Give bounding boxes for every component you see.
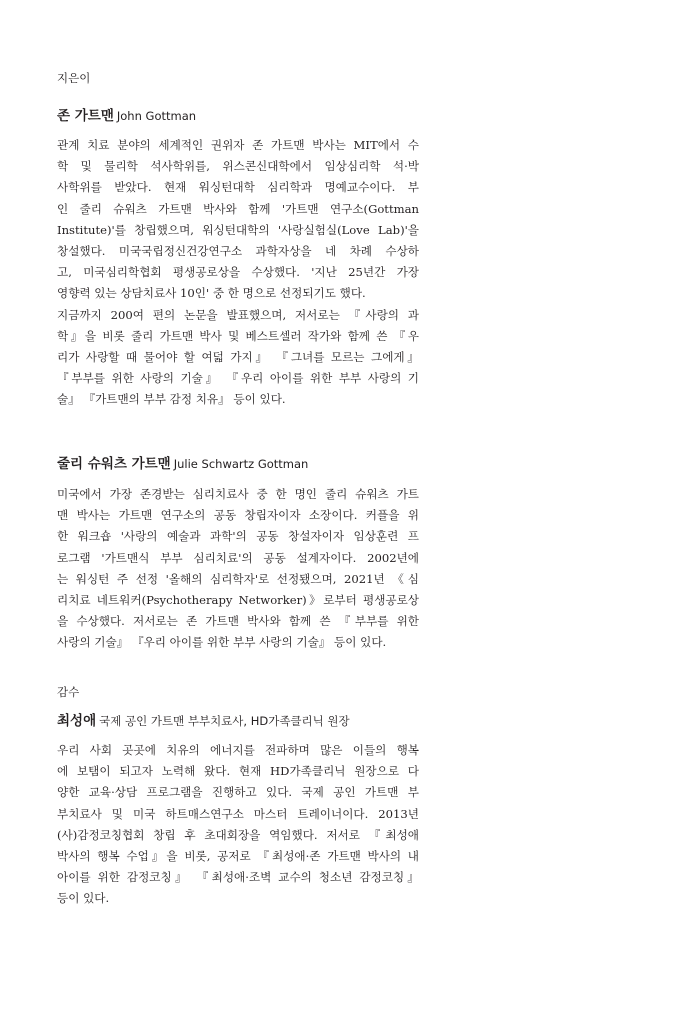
julie-gottman-heading xyxy=(57,452,308,472)
bio-line: 아이를 위한 감정코칭』 『최성애·조벽 교수의 청소년 감정코칭』 xyxy=(57,870,419,885)
bio-line: 리가 사랑할 때 물어야 할 여덟 가지』 『그녀를 모르는 그에게』 xyxy=(57,350,419,365)
bio-line: 지금까지 200여 편의 논문을 발표했으며, 저서로는 『사랑의 과 xyxy=(57,307,419,322)
julie-bio xyxy=(57,484,419,654)
julie-name-korean: 줄리 슈워츠 가트맨 xyxy=(57,456,171,472)
choi-heading xyxy=(57,709,350,729)
bio-line: 『부부를 위한 사랑의 기술』 『우리 아이를 위한 부부 사랑의 기 xyxy=(57,371,419,386)
bio-line: 로그램 '가트맨식 부부 심리치료'의 공동 설계자이다. 2002년에 xyxy=(57,550,419,565)
bio-line: 고, 미국심리학협회 평생공로상을 수상했다. '지난 25년간 가장 xyxy=(57,265,419,280)
bio-line: 양한 교육·상담 프로그램을 진행하고 있다. 국제 공인 가트맨 부 xyxy=(57,785,419,800)
bio-line: 미국에서 가장 존경받는 심리치료사 중 한 명인 줄리 슈워츠 가트 xyxy=(57,487,419,501)
bio-line: 는 워싱턴 주 선정 '올해의 심리학자'로 선정됐으며, 2021년 《심 xyxy=(57,571,419,586)
choi-bio xyxy=(57,740,419,910)
bio-line: 우리 사회 곳곳에 치유의 에너지를 전파하며 많은 이들의 행복 xyxy=(57,743,419,757)
choi-title: 국제 공인 가트맨 부부치료사, HD가족클리닉 원장 xyxy=(99,714,350,728)
bio-line: 맨 박사는 가트맨 연구소의 공동 창립자이자 소장이다. 커플을 위 xyxy=(57,508,419,523)
julie-name-english: Julie Schwartz Gottman xyxy=(173,457,309,471)
supervisor-section-label: 감수 xyxy=(57,685,80,699)
john-gottman-heading xyxy=(57,104,196,124)
author-section-label: 지은이 xyxy=(57,71,91,85)
bio-line: 인 줄리 슈워츠 가트맨 박사와 함께 '가트맨 연구소(Gottman xyxy=(57,201,419,216)
bio-line: 사랑의 기술』 『우리 아이를 위한 부부 사랑의 기술』 등이 있다. xyxy=(57,635,387,650)
bio-line: 창설했다. 미국국립정신건강연구소 과학자상을 네 차례 수상하 xyxy=(57,244,419,259)
bio-line: 리치료 네트워커(Psychotherapy Networker)》로부터 평생공로상 xyxy=(57,593,419,608)
bio-line: Institute)'를 창립했으며, 워싱턴대학의 '사랑실험실(Love Lab)'을 xyxy=(57,222,419,237)
john-name-english: John Gottman xyxy=(116,109,197,123)
bio-line: 학 및 물리학 석사학위를, 위스콘신대학에서 임상심리학 석·박 xyxy=(57,159,419,174)
bio-line: 술』 『가트맨의 부부 감정 치유』 등이 있다. xyxy=(57,392,286,407)
bio-line: 박사의 행복 수업』을 비롯, 공저로 『최성애·존 가트맨 박사의 내 xyxy=(57,849,419,864)
john-name-korean: 존 가트맨 xyxy=(57,108,114,124)
bio-line: 한 워크숍 '사랑의 예술과 과학'의 공동 창설자이자 임상훈련 프 xyxy=(57,529,419,544)
bio-line: 부치료사 및 미국 하트매스연구소 마스터 트레이너이다. 2013년 xyxy=(57,806,419,821)
bio-line: 을 수상했다. 저서로는 존 가트맨 박사와 함께 쓴 『부부를 위한 xyxy=(57,614,419,629)
john-bio xyxy=(57,135,419,411)
bio-line: 학』을 비롯 줄리 가트맨 박사 및 베스트셀러 작가와 함께 쓴 『우 xyxy=(57,328,419,343)
bio-line: 사학위를 받았다. 현재 워싱턴대학 심리학과 명예교수이다. 부 xyxy=(57,180,419,195)
bio-line: 에 보탬이 되고자 노력해 왔다. 현재 HD가족클리닉 원장으로 다 xyxy=(57,764,419,779)
bio-line: (사)감정코칭협회 창립 후 초대회장을 역임했다. 저서로 『최성애 xyxy=(57,827,419,842)
bio-line: 등이 있다. xyxy=(57,891,110,906)
bio-line: 관계 치료 분야의 세계적인 권위자 존 가트맨 박사는 MIT에서 수 xyxy=(57,138,419,152)
bio-line: 영향력 있는 상담치료사 10인' 중 한 명으로 선정되기도 했다. xyxy=(57,286,366,301)
choi-name-korean: 최성애 xyxy=(57,713,97,729)
